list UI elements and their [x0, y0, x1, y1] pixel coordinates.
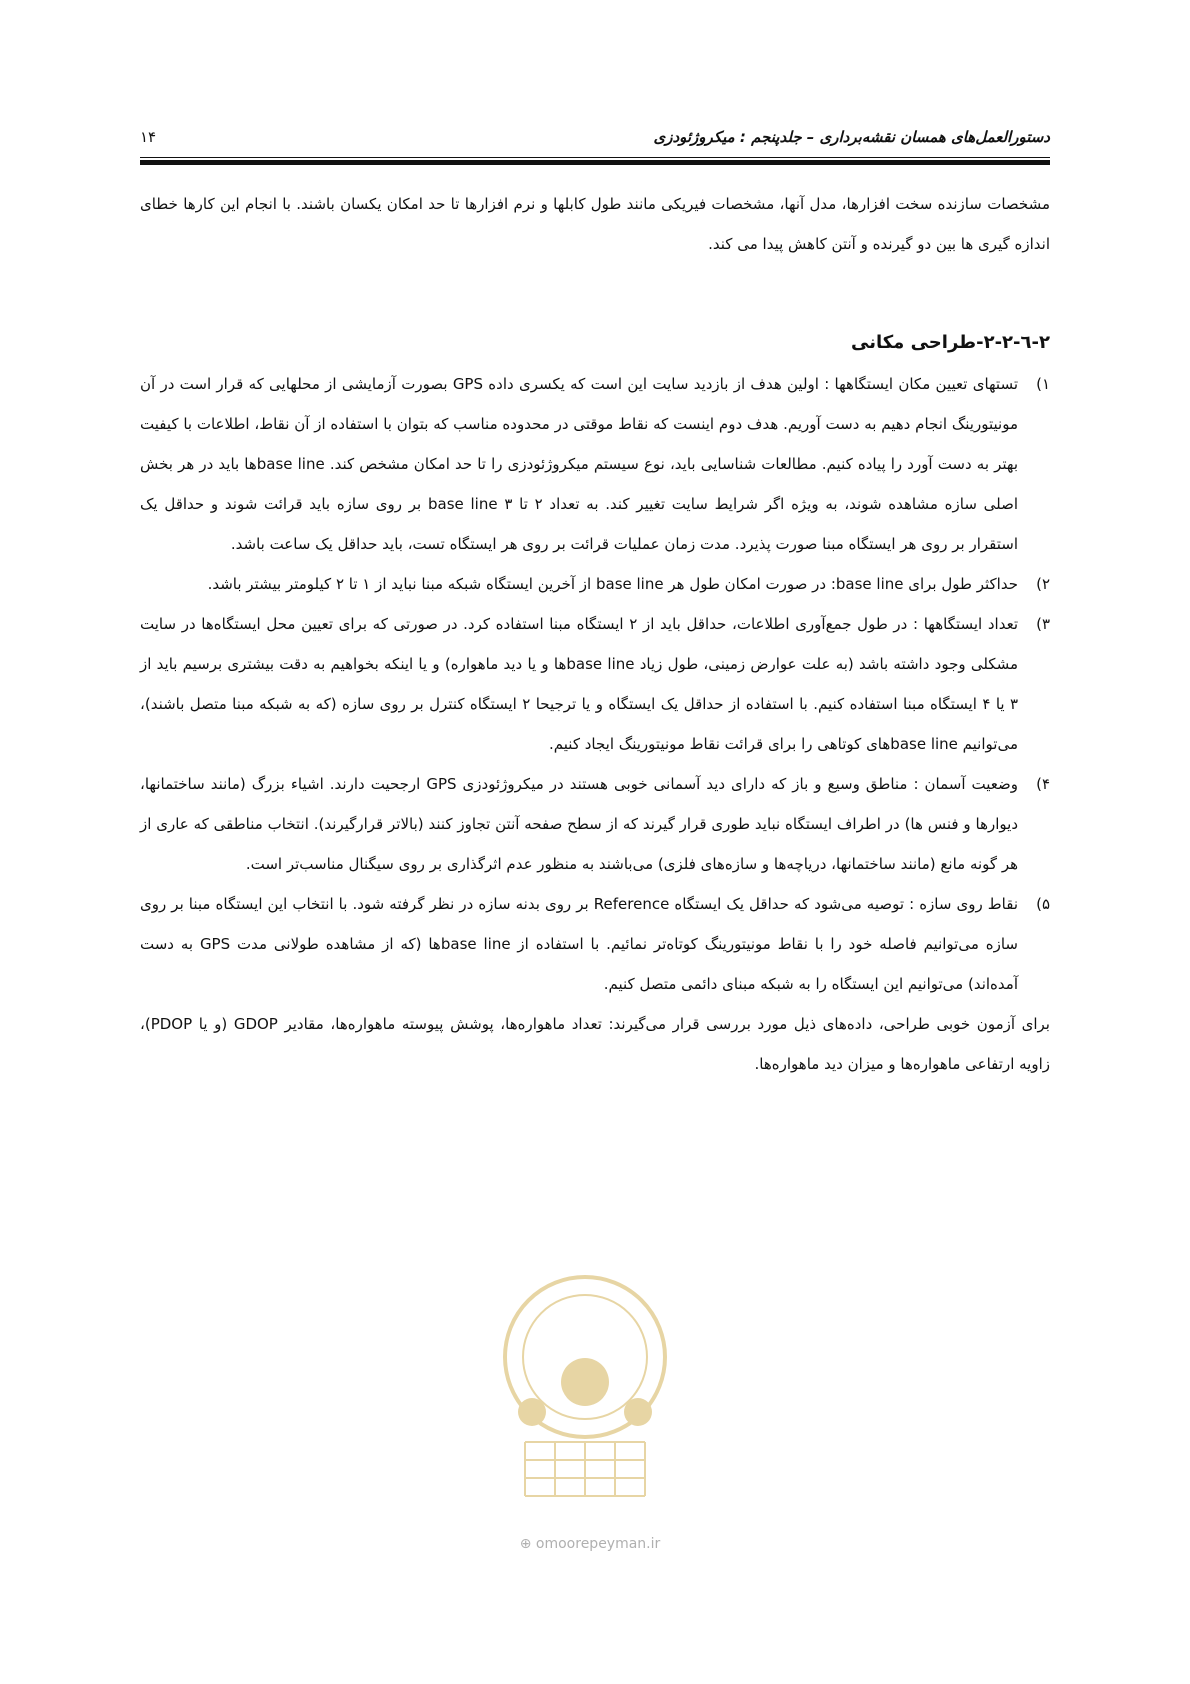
watermark-logo — [470, 1262, 700, 1522]
header-rule — [140, 160, 1050, 165]
running-title: دستورالعمل‌های همسان نقشه‌برداری – جلدپنجم : میکروژئودزی — [653, 128, 1050, 146]
page-body — [140, 184, 1050, 1084]
list-item — [140, 604, 1050, 764]
list-item-text: نقاط روی سازه : توصیه می‌شود که حداقل یک ایستگاه Reference بر روی بدنه سازه در نظر گرفته شود. با انتخاب این ایستگاه مبنا بر روی سازه می‌توانیم فاصله خود را با نقاط مونیتورینگ کوتاه‌تر نمائیم. با استفاده از base line‌ها (که از مشاهده طولانی مدت GPS به دست آمده‌اند) می‌توانیم این ایستگاه را به شبکه مبنای دائمی متصل کنیم. — [140, 895, 1019, 993]
list-item-number: ۱) — [1036, 375, 1050, 393]
intro-paragraph: مشخصات سازنده سخت افزارها، مدل آنها، مشخصات فیریکی مانند طول کابلها و نرم افزارها تا حد امکان یکسان باشند. با انجام این کارها خطای اندازه گیری ها بین دو گیرنده و آنتن کاهش پیدا می کند. — [140, 195, 1050, 253]
list-item-number: ۳) — [1036, 615, 1050, 633]
list-item-text: تستهای تعیین مکان ایستگاهها : اولین هدف از بازدید سایت این است که یکسری داده GPS بصورت آزمایشی از محلهایی که قرار است در آن مونیتورینگ انجام دهیم به دست آوریم. هدف دوم اینست که نقاط موقتی در محدوده مناسب که بتوان با استفاده از آن نقاط، اطلاعات با کیفیت بهتر به دست آورد را پیاده کنیم. مطالعات شناسایی باید، نوع سیستم میکروژئودزی را تا حد امکان مشخص کند. base line‌ها باید در هر بخش اصلی سازه مشاهده شوند، به ویژه اگر شرایط سایت تغییر کند. به تعداد ۲ تا ۳ base line بر روی سازه باید قرائت شوند و حداقل یک استقرار بر روی هر ایستگاه مبنا صورت پذیرد. مدت زمان عملیات قرائت بر روی هر ایستگاه تست، باید حداقل یک ساعت باشد. — [140, 375, 1019, 553]
closing-paragraph: برای آزمون خوبی طراحی، داده‌های ذیل مورد بررسی قرار می‌گیرند: تعداد ماهواره‌ها، پوشش پیوسته ماهواره‌ها، مقادیر GDOP (و یا PDOP)، زاویه ارتفاعی ماهواره‌ها و میزان دید ماهواره‌ها. — [140, 1015, 1050, 1073]
header-rule-thin — [140, 157, 1050, 158]
list-item-text: تعداد ایستگاهها : در طول جمع‌آوری اطلاعات، حداقل باید از ۲ ایستگاه مبنا استفاده کرد. در صورتی که برای تعیین محل ایستگاه‌ها در سایت مشکلی وجود داشته باشد (به علت عوارض زمینی، طول زیاد base line‌ها و یا دید ماهواره) و یا اینکه بخواهیم به دقت بیشتری برسیم باید از ۳ یا ۴ ایستگاه مبنا استفاده کنیم. با استفاده از حداقل یک ایستگاه و یا ترجیحا ۲ ایستگاه کنترل بر روی سازه (که به شبکه مبنا متصل باشند)، می‌توانیم base line‌های کوتاهی را برای قرائت نقاط مونیتورینگ ایجاد کنیم. — [140, 615, 1019, 753]
page-header — [140, 124, 1050, 154]
watermark-url-text: omoorepeyman.ir — [535, 1536, 661, 1552]
list-item-number: ۵) — [1036, 895, 1050, 913]
globe-icon: ⊕ — [519, 1536, 536, 1552]
section-heading: ۲-٦-۲-۲-طراحی مکانی — [850, 332, 1050, 353]
list-item — [140, 364, 1050, 564]
list-item-number: ۲) — [1036, 575, 1050, 593]
list-item-text: وضعیت آسمان : مناطق وسیع و باز که دارای دید آسمانی خوبی هستند در میکروژئودزی GPS ارجحیت دارند. اشیاء بزرگ (مانند ساختمانها، دیوارها و فنس ها) در اطراف ایستگاه نباید طوری قرار گیرند که از سطح صفحه آنتن تجاوز کنند (بالاتر قرارگیرند). انتخاب مناطقی که عاری از هر گونه مانع (مانند ساختمانها، دریاچه‌ها و سازه‌های فلزی) می‌باشند به منظور عدم اثرگذاری بر روی سیگنال مناسب‌تر است. — [140, 775, 1019, 873]
list-item-text: حداکثر طول برای base line: در صورت امکان طول هر base line از آخرین ایستگاه شبکه مبنا نباید از ۱ تا ۲ کیلومتر بیشتر باشد. — [207, 575, 1018, 593]
list-item — [140, 884, 1050, 1004]
page-number: ۱۴ — [140, 128, 157, 146]
requirements-list — [140, 364, 1050, 1004]
watermark-url — [490, 1536, 690, 1552]
list-item — [140, 764, 1050, 884]
list-item — [140, 564, 1050, 604]
list-item-number: ۴) — [1036, 775, 1050, 793]
